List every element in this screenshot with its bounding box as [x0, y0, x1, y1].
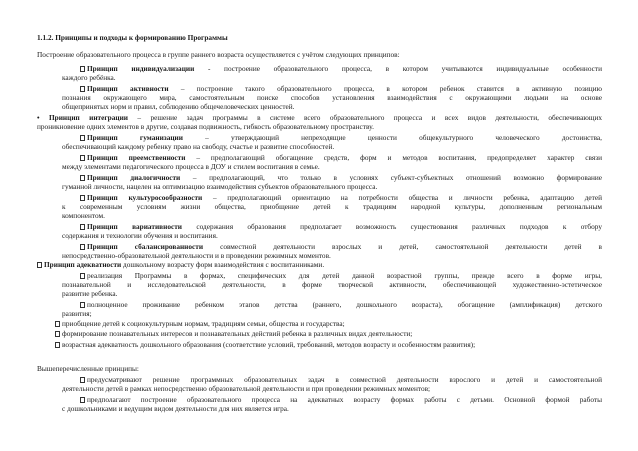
text-line [62, 251, 331, 260]
text-line [80, 300, 602, 309]
principle-name: Принцип адекватности [44, 260, 122, 269]
line-text: содержания и технологии обучения и воспитания. [62, 231, 218, 240]
text-line [62, 384, 430, 393]
line-text: к современным условиям жизни общества, приобщение детей к традициям народной культуры, дополненным региональным [62, 202, 602, 211]
text-line [80, 64, 602, 73]
text-line [62, 280, 602, 289]
line-text: полноценное проживание ребенком этапов детства (раннего, дошкольного возраста), обогащение (амплификация) детского [87, 300, 602, 309]
line-text: содержания образования предполагает возможность существования различных подходов к отбору [182, 222, 602, 231]
bullet-box-icon [80, 397, 85, 403]
text-line [62, 93, 602, 102]
text-line [62, 162, 320, 171]
bullet-box-icon [80, 273, 85, 279]
line-text: предполагают построение образовательного процесса на адекватных возрасту формах работы с детьми. Основной формой работы [87, 395, 602, 404]
bullet-box-icon [80, 195, 85, 201]
line-text: - построение образовательного процесса, в котором учитываются индивидуальные особенности [194, 64, 602, 73]
text-line [80, 222, 602, 231]
text-line [80, 153, 602, 162]
text-line [80, 271, 602, 280]
line-text: познавательной и исследовательской деятельности, в форме творческой активности, обеспечивающей художественно-эстетическое [62, 280, 602, 289]
principle-name: Принцип активности [87, 84, 169, 93]
text-line [80, 173, 602, 182]
text-line [37, 364, 139, 373]
line-text: между элементами педагогического процесса в ДОУ и стилем воспитания в семье. [62, 162, 320, 171]
line-text: – предполагающий ориентацию на потребности общества и личности ребенка, адаптацию детей [202, 193, 602, 202]
bullet-dot: • [37, 113, 49, 122]
line-text: развития; [62, 309, 92, 318]
line-text: общепринятых норм и правил, соблюдению общечеловеческих ценностей. [62, 102, 295, 111]
line-text: предусматривают решение программных образовательных задач в совместной деятельности взрослого и детей и самостоятельной [87, 375, 602, 384]
line-text: компонентом. [62, 211, 105, 220]
text-line [55, 340, 475, 349]
text-line [80, 242, 602, 251]
line-text: возрастная адекватность дошкольного образования (соответствие условий, требований, методов возрасту и особенностям развития); [62, 340, 476, 349]
text-line [62, 309, 92, 318]
text-line [62, 202, 602, 211]
text-line [80, 395, 602, 404]
text-line [55, 319, 345, 328]
bullet-box-icon [80, 86, 85, 92]
line-text: реализация Программы в формах, специфических для детей данной возрастной группы, прежде всего в форме игры, [87, 271, 602, 280]
text-line [80, 375, 602, 384]
text-line [62, 73, 116, 82]
text-line [80, 84, 602, 93]
line-text: деятельности детей в рамках непосредственно образовательной деятельности и при проведении режимных моментов; [62, 384, 431, 393]
line-text: каждого ребёнка. [62, 73, 116, 82]
principle-name: Принцип гуманизации [87, 133, 183, 142]
text-line [62, 231, 218, 240]
principle-name: Принцип диалогичности [87, 173, 181, 182]
line-text: познания окружающего мира, самостоятельным поиске способов установления взаимодействия с окружающими людьми на основе [62, 93, 602, 102]
text-line [62, 102, 295, 111]
principle-name: Принцип преемственности [87, 153, 186, 162]
bullet-box-icon [80, 155, 85, 161]
line-text: – построение такого образовательного процесса, в котором ребенок ставится в активную позицию [168, 84, 602, 93]
text-line [80, 133, 602, 142]
line-text: приобщение детей к социокультурным нормам, традициям семьи, общества и государства; [62, 319, 345, 328]
line-text: Вышеперечисленные принципы: [37, 364, 139, 373]
principle-name: Принцип культуросообразности [87, 193, 203, 202]
line-text: непосредственно-образовательной деятельности и в проведении режимных моментов. [62, 251, 331, 260]
bullet-box-icon [80, 224, 85, 230]
bullet-box-icon [80, 302, 85, 308]
bullet-box-icon [55, 342, 60, 348]
text-line [62, 142, 334, 151]
text-line [62, 289, 117, 298]
text-line [37, 113, 602, 122]
text-line [62, 211, 105, 220]
line-text: – решение задач программы в системе всего образовательного процесса и всех видов деятельности, обеспечивающих [128, 113, 602, 122]
line-text: – утверждающий непреходящие ценности общекультурного человеческого достоинства, [182, 133, 602, 142]
text-line [37, 260, 324, 269]
bullet-box-icon [55, 331, 60, 337]
text-line [80, 193, 602, 202]
bullet-box-icon [80, 175, 85, 181]
text-line [37, 122, 374, 131]
line-text: обеспечивающий каждому ребенку право на свободу, счастье и развитие способностей. [62, 142, 335, 151]
line-text: проникновение одних элементов в другие, создавая подвижность, гибкость образовательному пространству. [37, 122, 374, 131]
bullet-box-icon [80, 66, 85, 72]
intro-paragraph: Построение образовательного процесса в группе раннего возраста осуществляется с учётом следующих принципов: [37, 50, 400, 59]
text-line [62, 404, 289, 413]
principle-name: Принцип сбалансированности [87, 242, 204, 251]
principle-name: Принцип вариативности [87, 222, 182, 231]
line-text: гуманной личности, нацелен на оптимизацию взаимодействия субъектов образовательного процесса. [62, 182, 378, 191]
bullet-box-icon [80, 377, 85, 383]
line-text: – предполагающий, что только в условиях субъект-субъектных отношений возможно формирование [180, 173, 602, 182]
bullet-box-icon [80, 244, 85, 250]
line-text: формирование познавательных интересов и познавательных действий ребенка в различных видах деятельности; [62, 329, 413, 338]
principle-name: Принцип индивидуализации [87, 64, 195, 73]
line-text: с дошкольниками и ведущим видом деятельности для них является игра. [62, 404, 289, 413]
line-text: – предполагающий обогащение средств, форм и методов воспитания, предопределяет характер связи [185, 153, 602, 162]
text-line [62, 182, 377, 191]
line-text: развитие ребенка. [62, 289, 118, 298]
bullet-box-icon [37, 262, 42, 268]
line-text: дошкольному возрасту форм взаимодействия с воспитанниками. [121, 260, 325, 269]
section-heading: 1.1.2. Принципы и подходы к формированию Программы [37, 33, 228, 42]
text-line [55, 329, 412, 338]
bullet-box-icon [55, 321, 60, 327]
line-text: совместной деятельности взрослых и детей, самостоятельной деятельности детей в [203, 242, 602, 251]
bullet-box-icon [80, 135, 85, 141]
principle-name: Принцип интеграции [48, 113, 128, 122]
